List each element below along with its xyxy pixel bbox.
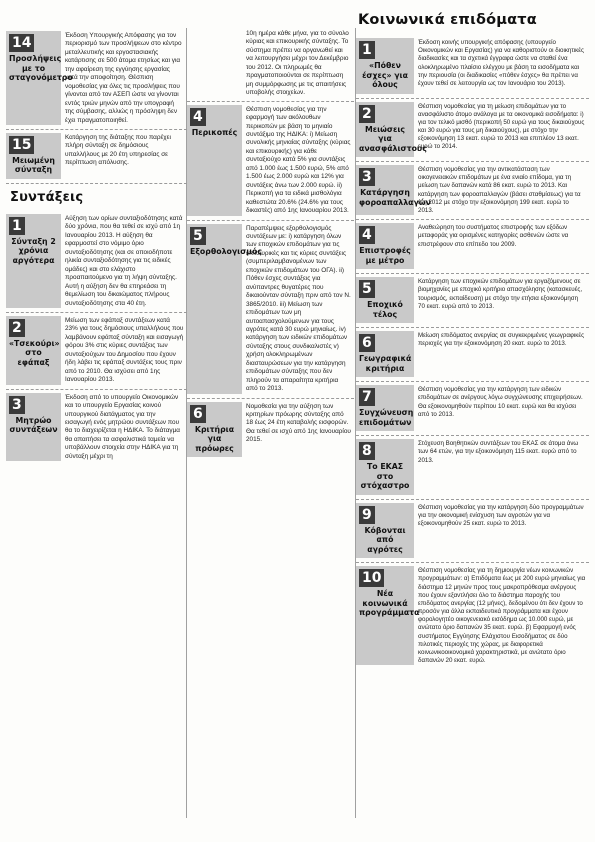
measure-number: 2 <box>9 319 25 337</box>
measure-text: Αναθεώρηση του συστήματος επιστροφής των εξόδων μεταφοράς για ορισμένες κατηγορίες ασθενών ώστε να επιστρέφουν στο επίπεδο του 2009. <box>418 224 569 248</box>
measure-title: «Πόθεν έσχες» για όλους <box>362 61 408 89</box>
measure-label-cell <box>6 214 61 308</box>
column-middle <box>187 28 354 461</box>
measure-title: Νέα κοινωνικά προγράμματα <box>359 589 420 618</box>
measure-label-cell <box>356 439 414 495</box>
measure-text: Θέσπιση νομοθεσίας για τη δημιουργία νέων κοινωνικών προγραμμάτων: α) Επιδόματα έως με 200 ευρώ μηνιαίως για διάστημα 12 μηνών προς τους μακροπρόθεσμα ανέργους που έχουν εξαντλήσει όλο το διάστημα παροχής του επιδόματος ανεργίας (12 μήνες), δεδομένου ότι δεν έχουν το προσόν για άλλα εκπαιδευτικά προγράμματα και έχουν φορολογητέο οικογενειακό εισόδημα ως 10.000 ευρώ, με ανώτατο όριο δαπανών 35 εκατ. ευρώ. β) Εφαρμογή ενός συστήματος Εγγύησης Ελάχιστου Εισοδήματος σε δύο πιλοτικές περιοχές της χώρας, με διαφορετικά κοινωνικοοικονομικά χαρακτηριστικά, με ανώτατο όριο δαπανών 20 εκατ. ευρώ. <box>418 567 586 665</box>
measure-label-cell <box>6 31 73 125</box>
measure-number: 15 <box>9 136 34 154</box>
measure-title: Κριτήρια για πρόωρες <box>194 424 235 453</box>
measure-text: Μείωση επιδόματος ανεργίας σε συγκεκριμένες γεωγραφικές περιοχές για την εξοικονόμηση 20 εκατ. ευρώ το 2013. <box>418 332 585 348</box>
measure-entry <box>187 221 354 399</box>
measure-entry <box>6 28 187 130</box>
measure-title: Γεωγραφικά κριτήρια <box>359 354 412 373</box>
measure-text: Κατάργηση των εποχικών επιδομάτων για εργαζόμενους σε βιομηχανίες με εποχικό κριτήριο απασχόλησης (κατασκευές, τουρισμός, εκπαίδευση) με στόχο την ετήσια εξοικονόμηση 70 εκατ. ευρώ από το 2013. <box>418 278 583 310</box>
column-right <box>356 12 589 669</box>
measure-title: Σύνταξη 2 χρόνια αργότερα <box>11 236 56 265</box>
measure-number: 4 <box>359 226 375 244</box>
section-title-social-benefits: Κοινωνικά επιδόματα <box>358 12 537 28</box>
section-title-pensions: Συντάξεις <box>10 189 84 205</box>
measure-label-cell <box>187 105 242 216</box>
measure-title: Εποχικό τέλος <box>367 300 403 319</box>
measure-label-cell <box>6 393 61 462</box>
measure-label-cell <box>356 38 414 94</box>
measure-label-cell <box>356 385 414 431</box>
measure-entry <box>356 99 589 163</box>
measure-label-cell <box>187 402 242 458</box>
measure-entry <box>356 500 589 564</box>
measure-entry <box>6 313 187 390</box>
measure-text: Έκδοση από το υπουργείο Οικονομικών και το υπουργείο Εργασίας κοινού υπουργικού διατάγματος για την εισαγωγή ενός μητρώου συντάξεων που θα το διαχειρίζεται η ΗΔΙΚΑ. Το διάταγμα θα απαιτήσει τα ασφαλιστικά ταμεία να υποβάλλουν στοιχεία στην ΗΔΙΚΑ για τη σύνταξη μέχρι τη <box>65 393 180 460</box>
continued-text: 10η ημέρα κάθε μήνα, για το σύνολο κύριας και επικουρικής σύνταξης. Το σύστημα πρέπει να οργανωθεί και να λειτουργήσει μέχρι τον Δεκέμβριο του 2012. Οι πληρωμές θα πραγματοποιούνται σε περίπτωση μη συμμόρφωσης με τις απαιτήσεις υποβολής στοιχείων. <box>187 28 354 102</box>
measure-text: Θέσπιση νομοθεσίας για τη μείωση επιδομάτων για το ανασφάλιστο άτομο ανάλογα με τα οικονομικά εισοδήματα: i) για τον τελικό μισθό (περικοπή 50 ευρώ για τους δικαιούχους και 30 ευρώ για τους μη δικαιούχους), με στόχο την εξοικονόμηση 13 εκατ. ευρώ το 2013 και επιπλέον 13 εκατ. ευρώ το 2014. <box>418 102 585 151</box>
measure-entry <box>356 274 589 328</box>
measure-number: 5 <box>359 280 375 298</box>
measure-entry <box>6 211 187 313</box>
measure-number: 3 <box>359 168 375 186</box>
measure-number: 5 <box>190 227 206 245</box>
measure-number: 1 <box>9 217 25 235</box>
measure-text: Μείωση των εφάπαξ συντάξεων κατά 23% για τους δημόσιους υπαλλήλους που λαμβάνουν εφάπαξ σύνταξη και εισαγωγή φόρου 3% στις κύριες συντάξεις των συνταξιούχων του Δημοσίου που έχουν ήδη λάβει τις εφάπαξ συντάξεις τους πριν από το 2010. Θα ισχύσει από 1ης Ιανουαρίου 2013. <box>65 316 184 384</box>
measure-number: 3 <box>9 396 25 414</box>
measure-entry <box>6 390 187 466</box>
measure-number: 10 <box>359 569 384 587</box>
measure-label-cell <box>356 223 414 269</box>
measure-label-cell <box>6 316 61 385</box>
measure-entry <box>356 220 589 274</box>
measure-entry <box>356 382 589 436</box>
measure-text: Έκδοση Υπουργικής Απόφασης για τον περιορισμό των προσλήψεων στο κέντρο μεταλλευτικής και εργοστασιακής κατάρτισης σε 500 άτομα ετησίως και για την αφαίρεση της εγγύησης εργασίας μετά την αποφοίτηση. Θέσπιση νομοθεσίας για όλες τις προσλήψεις που γίνονται από τον ΑΣΕΠ ώστε να γίνονται εντός τριών μηνών από την υπογραφή της σύμβασης, αλλιώς η πρόσληψη δεν έχει πραγματοποιηθεί. <box>65 32 182 124</box>
measure-title: Περικοπές <box>191 127 238 137</box>
measure-entry <box>356 563 589 669</box>
measure-text: Θέσπιση νομοθεσίας για την εφαρμογή των ακόλουθων περικοπών με βάση το μηνιαίο συντάξιμο της ΗΔΙΚΑ: i) Μείωση συνολικής μηνιαίας σύνταξης (κύριας και επικουρικής) για κάθε συνταξιούχο κατά 5% για συντάξεις από 1.000 έως 1.500 ευρώ, 5% από 1.500 έως 2.000 ευρώ και 12% για συντάξεις άνω των 2.000 ευρώ. ii) Περικοπή για τα ειδικά μισθολόγια καθεστώτα 20.6% (24.6% για τους δικαστές) από 1ης Ιανουαρίου 2013. <box>246 105 351 215</box>
measure-title: Μειωμένη σύνταξη <box>12 155 55 175</box>
column-left <box>6 28 187 465</box>
measure-label-cell <box>6 133 61 179</box>
measure-number: 14 <box>9 34 34 52</box>
measure-title: Μειώσεις για ανασφάλιστους <box>359 124 427 153</box>
measure-title: Κόβονται από αγρότες <box>364 525 406 554</box>
measure-entry <box>187 399 354 462</box>
measure-entry <box>187 102 354 221</box>
measure-text: Στόχευση Βοηθητικών συντάξεων του ΕΚΑΣ σε άτομα άνω των 64 ετών, για την εξοικονόμηση 115 εκατ. ευρώ από το 2013. <box>418 440 579 464</box>
measure-label-cell <box>356 566 420 665</box>
measure-title: Εξορθολογισμός <box>190 246 263 256</box>
measure-text: Αύξηση των ορίων συνταξιοδότησης κατά δύο χρόνια, που θα τεθεί σε ισχύ από 1η Ιανουαρίου 2013. Η αύξηση θα εφαρμοστεί στο νόμιμο όριο συνταξιοδότησης (και σε οποιοδήποτε ηλικία συνταξιοδότησης για τις ειδικές ομάδες) και στο ελάχιστο προαπαιτούμενο για τη λήψη σύνταξης. Αυτή η αύξηση δεν θα επηρεάσει τη θεμελίωση του δικαιώματος πλήρους συνταξιοδότησης στα 40 έτη. <box>65 214 183 307</box>
measure-text: Κατάργηση της διάταξης που παρέχει πλήρη σύνταξη σε δημόσιους υπαλλήλους με 20 έτη υπηρεσίας σε περίπτωση απόλυσης. <box>65 133 171 167</box>
measure-text: Θέσπιση νομοθεσίας για την κατάργηση δύο προγραμμάτων για την οικονομική ενίσχυση των αγροτών για να εξοικονομηθούν 25 εκατ. ευρώ το 2013. <box>418 503 584 527</box>
measure-number: 4 <box>190 108 206 126</box>
measure-number: 6 <box>359 334 375 352</box>
measure-label-cell <box>356 102 427 158</box>
measure-label-cell <box>356 277 414 323</box>
measure-title: Συγχώνευση επιδομάτων <box>359 408 414 427</box>
measure-number: 7 <box>359 388 375 406</box>
measure-text: Θέσπιση νομοθεσίας για την κατάργηση των ειδικών επιδομάτων σε ανέργους λόγω συγχώνευσης επιχειρήσεων. Θα εξοικονομηθούν περίπου 10 εκατ. ευρώ και θα ισχύσει από το 2013. <box>418 386 583 418</box>
measure-text: Έκδοση κοινής υπουργικής απόφασης (υπουργείο Οικονομικών και Εργασίας) για να καθοριστούν οι διοικητικές διαδικασίες και τα σχετικά έγγραφα ώστε να σταθεί ένα ολοκληρωμένο πλαίσιο ελέγχου με βάση τα εισοδήματα και την περιουσία (οι διαδικασίες «πόθεν έσχες» θα πρέπει να έχουν τεθεί σε λειτουργία ως τον Ιανουάριο του 2013). <box>418 39 585 87</box>
measure-title: Το ΕΚΑΣ στο στόχαστρο <box>360 462 410 491</box>
measure-entry <box>356 328 589 382</box>
measure-label-cell <box>187 224 263 394</box>
measure-number: 1 <box>359 41 375 59</box>
measure-number: 9 <box>359 506 375 524</box>
measure-entry <box>6 130 187 184</box>
measure-text: Παραπέμψεις εξορθολογισμός συντάξεων με: i) κατάργηση όλων των εποχικών επιδομάτων για τις επικουρικές και τις κύριες συντάξεις (συμπεριλαμβανομένων των εποχικών επιδομάτων του ΟΓΑ). ii) Πόθεν έσχες συντάξεις για ανύπαντρες θυγατέρες που δικαιούνταν σύνταξη πριν από τον Ν. 3865/2010. iii) Μείωση των επιδομάτων των μη αυτοαπασχολούμενων για τους αγρότες κατά 30 ευρώ μηνιαίως. iv) κατάργηση των ειδικών επιδομάτων σύνταξης στους συνδικαλιστές v) χρήση ολοκληρωμένων διασταυρώσεων για την κατάργηση επιδομάτων σύνταξης που δεν πληρούν τα απαραίτητα κριτήρια από το 2013. <box>246 224 351 393</box>
measure-number: 2 <box>359 105 375 123</box>
measure-title: Μητρώο συντάξεων <box>9 415 58 435</box>
measure-label-cell <box>356 331 414 377</box>
measure-title: Κατάργηση φοροαπαλλαγών <box>359 188 431 207</box>
measure-label-cell <box>356 165 431 215</box>
measure-text: Θέσπιση νομοθεσίας για την αντικατάσταση των οικογενειακών επιδομάτων με ένα ενιαίο επίδομα, για τη μείωση των δαπανών κατά 86 εκατ. ευρώ το 2013. Και κατάργηση των φοροαπαλλαγών (βάσει σταθμίσεως) για τα έτη 2012 με στόχο την εξοικονόμηση 199 εκατ. ευρώ το 2013. <box>418 166 581 214</box>
measure-label-cell <box>356 503 414 559</box>
measure-text: Νομοθεσία για την αύξηση των κριτηρίων πρόωρης σύνταξης από 18 έως 24 έτη καταβολής εισφορών. Θα τεθεί σε ισχύ από 1ης Ιανουαρίου 2015. <box>246 402 351 444</box>
measure-title: Επιστροφές με μέτρο <box>359 246 411 265</box>
measure-entry <box>356 35 589 99</box>
measure-entry <box>356 162 589 220</box>
measure-number: 6 <box>190 405 206 423</box>
measure-entry <box>356 436 589 500</box>
measure-title: «Τσεκούρι» στο εφάπαξ <box>9 338 60 367</box>
measure-number: 8 <box>359 442 375 460</box>
measure-title: Προσλήψεις με το σταγονόμετρο <box>9 54 73 82</box>
